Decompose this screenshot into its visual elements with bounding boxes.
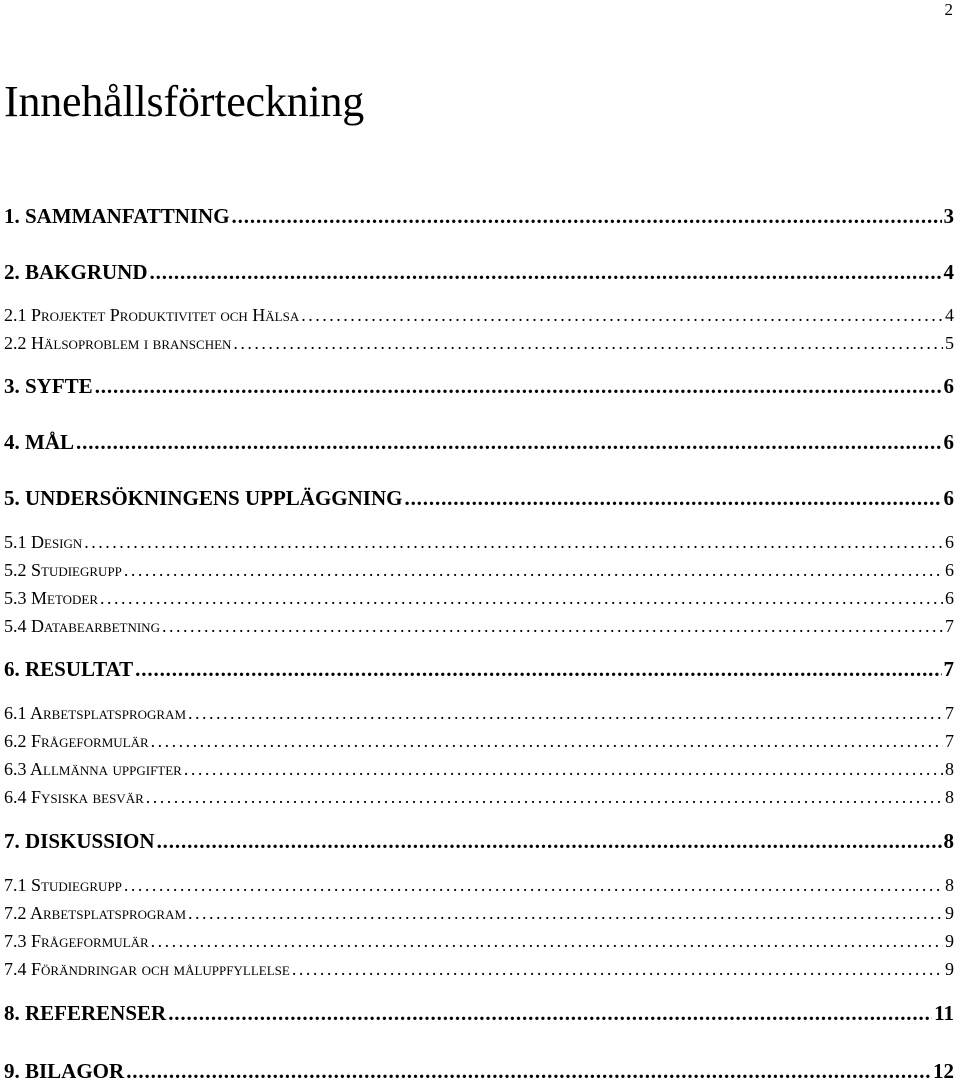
toc-entry-label: 6.4 Fysiska besvär bbox=[4, 787, 144, 807]
toc-entry-page: 7 bbox=[945, 731, 954, 751]
toc-entry[interactable] bbox=[4, 757, 954, 781]
toc-entry[interactable] bbox=[4, 873, 954, 897]
toc-leader-dots bbox=[150, 260, 942, 284]
toc-entry-page: 7 bbox=[945, 616, 954, 636]
toc-entry-label: 7.3 Frågeformulär bbox=[4, 931, 149, 951]
toc-entry-label: 5.3 Metoder bbox=[4, 588, 99, 608]
toc-leader-dots bbox=[146, 785, 943, 809]
toc-leader-dots bbox=[233, 331, 943, 355]
toc-entry-label: 5. UNDERSÖKNINGENS UPPLÄGGNING bbox=[4, 486, 403, 510]
toc-entry[interactable] bbox=[4, 1001, 954, 1025]
toc-entry[interactable] bbox=[4, 558, 954, 582]
toc-entry-page: 8 bbox=[943, 829, 954, 853]
toc-leader-dots bbox=[76, 430, 942, 454]
page-number: 2 bbox=[944, 0, 953, 19]
toc-entry-page: 3 bbox=[943, 204, 954, 228]
toc-leader-dots bbox=[188, 901, 943, 925]
toc-entry-page: 6 bbox=[943, 486, 954, 510]
toc-leader-dots bbox=[151, 729, 943, 753]
toc-entry[interactable] bbox=[4, 657, 954, 681]
toc-entry[interactable] bbox=[4, 901, 954, 925]
toc-entry-page: 4 bbox=[945, 305, 954, 325]
toc-entry-label: 6.1 Arbetsplatsprogram bbox=[4, 703, 187, 723]
toc-entry-label: 2.2 Hälsoproblem i branschen bbox=[4, 333, 232, 353]
toc-entry[interactable] bbox=[4, 430, 954, 454]
toc-leader-dots bbox=[157, 829, 942, 853]
toc-leader-dots bbox=[188, 701, 943, 725]
toc-entry-page: 8 bbox=[945, 875, 954, 895]
toc-leader-dots bbox=[135, 657, 941, 681]
toc-entry[interactable] bbox=[4, 957, 954, 981]
toc-entry-page: 6 bbox=[945, 588, 954, 608]
toc-leader-dots bbox=[124, 558, 943, 582]
toc-leader-dots bbox=[124, 873, 943, 897]
toc-entry-label: 5.4 Databearbetning bbox=[4, 616, 160, 636]
toc-entry-page: 12 bbox=[933, 1059, 954, 1083]
toc-entry-label: 6.3 Allmänna uppgifter bbox=[4, 759, 182, 779]
toc-leader-dots bbox=[184, 757, 943, 781]
toc-entry-label: 9. BILAGOR bbox=[4, 1059, 125, 1083]
toc-entry[interactable] bbox=[4, 486, 954, 510]
toc-leader-dots bbox=[168, 1001, 932, 1025]
toc-leader-dots bbox=[232, 204, 942, 228]
toc-entry-label: 5.1 Design bbox=[4, 532, 83, 552]
toc-entry[interactable] bbox=[4, 729, 954, 753]
toc-leader-dots bbox=[84, 530, 943, 554]
toc-entry-page: 11 bbox=[934, 1001, 954, 1025]
toc-entry-label: 3. SYFTE bbox=[4, 374, 93, 398]
toc-entry[interactable] bbox=[4, 701, 954, 725]
toc-entry-label: 7.2 Arbetsplatsprogram bbox=[4, 903, 187, 923]
toc-leader-dots bbox=[95, 374, 942, 398]
toc-entry-label: 7. DISKUSSION bbox=[4, 829, 155, 853]
toc-leader-dots bbox=[126, 1059, 931, 1083]
toc-entry[interactable] bbox=[4, 1059, 954, 1083]
toc-entry-label: 6.2 Frågeformulär bbox=[4, 731, 149, 751]
toc-entry-label: 4. MÅL bbox=[4, 430, 74, 454]
toc-entry-page: 9 bbox=[945, 903, 954, 923]
toc-leader-dots bbox=[162, 614, 943, 638]
toc-entry-label: 7.4 Förändringar och måluppfyllelse bbox=[4, 959, 290, 979]
toc-entry-label: 6. RESULTAT bbox=[4, 657, 134, 681]
toc-entry-page: 8 bbox=[945, 759, 954, 779]
toc-entry-page: 7 bbox=[945, 703, 954, 723]
toc-leader-dots bbox=[100, 586, 943, 610]
toc-entry-label: 8. REFERENSER bbox=[4, 1001, 167, 1025]
toc-entry-page: 6 bbox=[945, 532, 954, 552]
toc-entry[interactable] bbox=[4, 829, 954, 853]
toc-entry[interactable] bbox=[4, 586, 954, 610]
toc-entry[interactable] bbox=[4, 260, 954, 284]
toc-entry-page: 6 bbox=[943, 430, 954, 454]
toc-entry[interactable] bbox=[4, 785, 954, 809]
toc-entry-page: 7 bbox=[943, 657, 954, 681]
toc-leader-dots bbox=[301, 303, 943, 327]
toc-leader-dots bbox=[151, 929, 943, 953]
toc-entry[interactable] bbox=[4, 374, 954, 398]
toc-entry-page: 4 bbox=[943, 260, 954, 284]
page-title: Innehållsförteckning bbox=[4, 77, 365, 126]
toc-entry-label: 5.2 Studiegrupp bbox=[4, 560, 122, 580]
toc-entry-page: 9 bbox=[945, 931, 954, 951]
toc-entry[interactable] bbox=[4, 204, 954, 228]
toc-entry-page: 9 bbox=[945, 959, 954, 979]
toc-leader-dots bbox=[292, 957, 943, 981]
toc-entry[interactable] bbox=[4, 614, 954, 638]
toc-entry-page: 5 bbox=[945, 333, 954, 353]
toc-entry-label: 2.1 Projektet Produktivitet och Hälsa bbox=[4, 305, 300, 325]
table-of-contents bbox=[4, 0, 954, 1086]
toc-entry[interactable] bbox=[4, 331, 954, 355]
toc-entry-page: 6 bbox=[945, 560, 954, 580]
toc-entry-label: 2. BAKGRUND bbox=[4, 260, 148, 284]
toc-entry[interactable] bbox=[4, 929, 954, 953]
toc-entry-label: 1. SAMMANFATTNING bbox=[4, 204, 230, 228]
toc-entry-page: 8 bbox=[945, 787, 954, 807]
toc-entry[interactable] bbox=[4, 303, 954, 327]
toc-entry-label: 7.1 Studiegrupp bbox=[4, 875, 122, 895]
toc-leader-dots bbox=[404, 486, 941, 510]
toc-entry[interactable] bbox=[4, 530, 954, 554]
toc-entry-page: 6 bbox=[943, 374, 954, 398]
